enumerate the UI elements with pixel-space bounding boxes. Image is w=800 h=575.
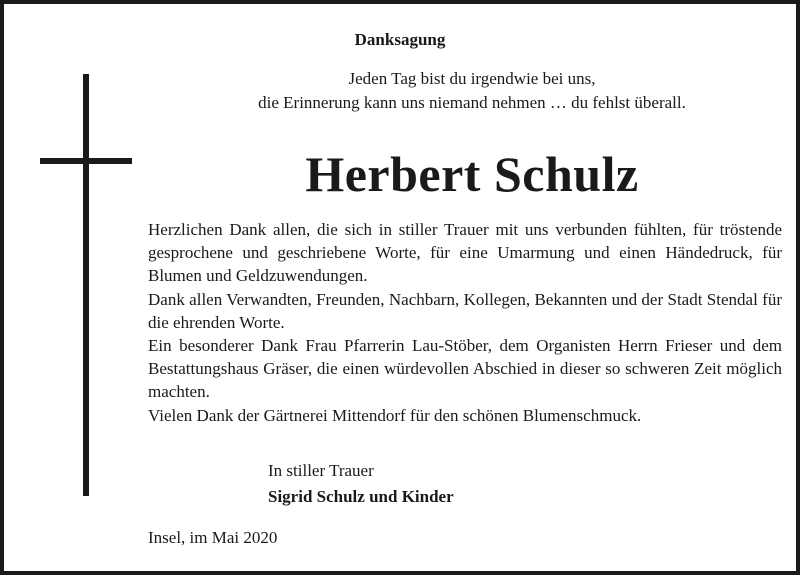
notice-heading: Danksagung: [354, 30, 446, 49]
cross-icon: [83, 74, 89, 496]
deceased-name: Herbert Schulz: [305, 146, 639, 202]
motto-line-2: die Erinnerung kann uns niemand nehmen … du fehlst überall.: [258, 93, 686, 112]
motto: [154, 67, 790, 115]
thanks-paragraph-1: Herzlichen Dank allen, die sich in stiller Trauer mit uns verbunden fühlten, für tröstende gesprochene und geschriebene Worte, für eine Umarmung und einen Händedruck, für Blumen und Geldzuwendungen.: [148, 220, 782, 286]
thanks-paragraph-4: Vielen Dank der Gärtnerei Mittendorf für den schönen Blumenschmuck.: [148, 405, 642, 425]
motto-line-1: Jeden Tag bist du irgendwie bei uns,: [348, 69, 596, 88]
thanks-text: [148, 218, 782, 427]
signature-label: In stiller Trauer: [268, 461, 374, 480]
thanks-paragraph-2: Dank allen Verwandten, Freunden, Nachbarn, Kollegen, Bekannten und der Stadt Stendal für die ehrenden Worte.: [148, 289, 782, 332]
signature-names: Sigrid Schulz und Kinder: [268, 487, 454, 506]
place-date: Insel, im Mai 2020: [148, 528, 278, 547]
cross-icon-crossbar: [40, 158, 132, 164]
thanks-paragraph-3: Ein besonderer Dank Frau Pfarrerin Lau-Stöber, dem Organisten Herrn Frieser und dem Bestattungshaus Gräser, die einen würdevollen Abschied in dieser so schweren Zeit möglich machten.: [148, 336, 782, 402]
